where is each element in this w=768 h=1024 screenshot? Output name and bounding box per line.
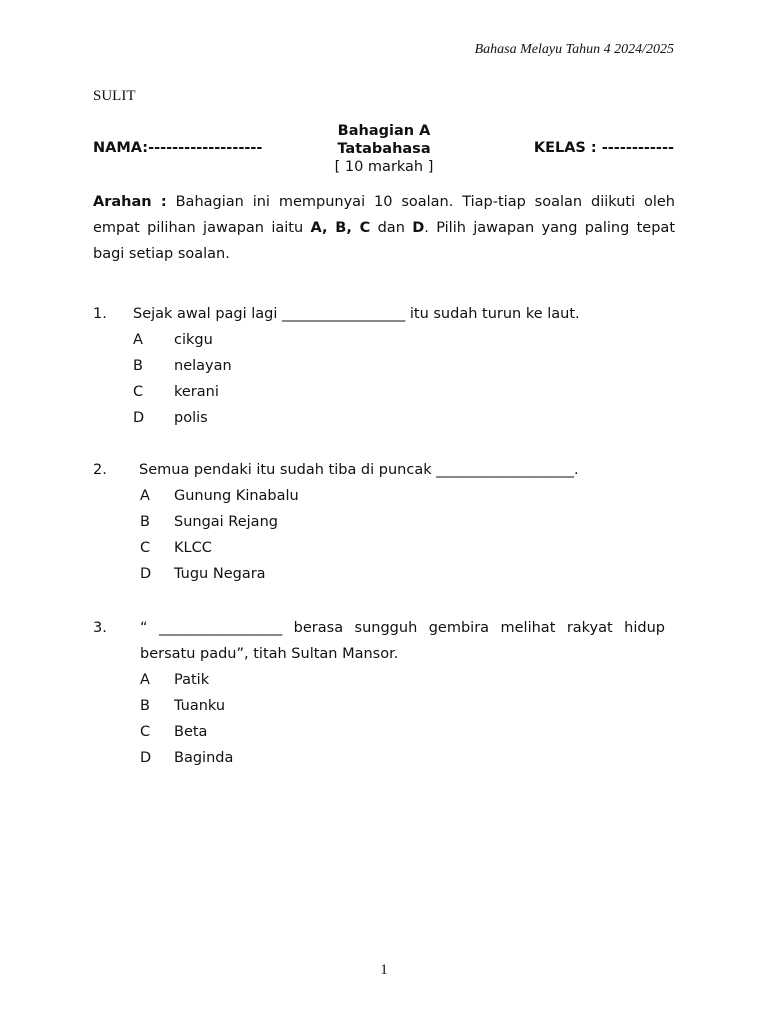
question-1-option-b[interactable]: nelayan bbox=[174, 358, 232, 374]
instructions-text-3: . Pilih jawapan yang paling tepat bagi setiap soalan. bbox=[93, 220, 676, 262]
question-1-option-a-letter: A bbox=[133, 332, 143, 348]
question-1-option-d[interactable]: polis bbox=[174, 410, 208, 426]
question-1-option-b-letter: B bbox=[133, 358, 143, 374]
instructions-text-2: dan bbox=[370, 220, 413, 236]
question-2-text: Semua pendaki itu sudah tiba di puncak ___________________. bbox=[139, 462, 579, 478]
question-2-option-d[interactable]: Tugu Negara bbox=[174, 566, 266, 582]
question-3-option-c[interactable]: Beta bbox=[174, 724, 208, 740]
question-2-option-c[interactable]: KLCC bbox=[174, 540, 212, 556]
class-field-label: KELAS : ------------ bbox=[533, 140, 674, 156]
question-2-option-b[interactable]: Sungai Rejang bbox=[174, 514, 278, 530]
question-1-text: Sejak awal pagi lagi _________________ itu sudah turun ke laut. bbox=[133, 306, 580, 322]
question-1-option-c[interactable]: kerani bbox=[174, 384, 219, 400]
question-2-option-d-letter: D bbox=[140, 566, 152, 582]
question-2-option-b-letter: B bbox=[140, 514, 150, 530]
classification-label: SULIT bbox=[93, 88, 136, 104]
question-3-option-a-letter: A bbox=[140, 672, 150, 688]
question-3-option-b-letter: B bbox=[140, 698, 150, 714]
question-2-option-c-letter: C bbox=[140, 540, 151, 556]
question-3-option-d-letter: D bbox=[140, 750, 152, 766]
instructions-letter-d: D bbox=[412, 220, 425, 236]
question-3-option-c-letter: C bbox=[140, 724, 151, 740]
section-marks: [ 10 markah ] bbox=[334, 159, 434, 175]
document-header: Bahasa Melayu Tahun 4 2024/2025 bbox=[474, 42, 674, 57]
question-3-option-d[interactable]: Baginda bbox=[174, 750, 234, 766]
instructions-paragraph bbox=[93, 189, 675, 267]
section-topic: Tatabahasa bbox=[337, 141, 431, 157]
question-3-number: 3. bbox=[93, 620, 107, 636]
question-2-option-a[interactable]: Gunung Kinabalu bbox=[174, 488, 299, 504]
question-3-option-b[interactable]: Tuanku bbox=[174, 698, 226, 714]
instructions-letters: A, B, C bbox=[310, 220, 371, 236]
question-1-option-c-letter: C bbox=[133, 384, 144, 400]
question-3-text-line-2: bersatu padu”, titah Sultan Mansor. bbox=[140, 646, 399, 662]
question-3-text-line-1: “ _________________ berasa sungguh gembira melihat rakyat hidup bbox=[140, 620, 665, 636]
question-2-number: 2. bbox=[93, 462, 107, 478]
section-title: Bahagian A bbox=[337, 123, 431, 139]
name-field-label: NAMA:------------------- bbox=[93, 140, 263, 156]
question-1-number: 1. bbox=[93, 306, 107, 322]
instructions-text-1: Bahagian ini mempunyai 10 soalan. Tiap-tiap soalan diikuti oleh empat pilihan jawapan iaitu bbox=[93, 194, 675, 236]
page-number: 1 bbox=[380, 962, 388, 978]
question-1-option-a[interactable]: cikgu bbox=[174, 332, 213, 348]
question-2-option-a-letter: A bbox=[140, 488, 150, 504]
question-3-option-a[interactable]: Patik bbox=[174, 672, 210, 688]
instructions-label: Arahan : bbox=[93, 194, 167, 210]
question-1-option-d-letter: D bbox=[133, 410, 145, 426]
